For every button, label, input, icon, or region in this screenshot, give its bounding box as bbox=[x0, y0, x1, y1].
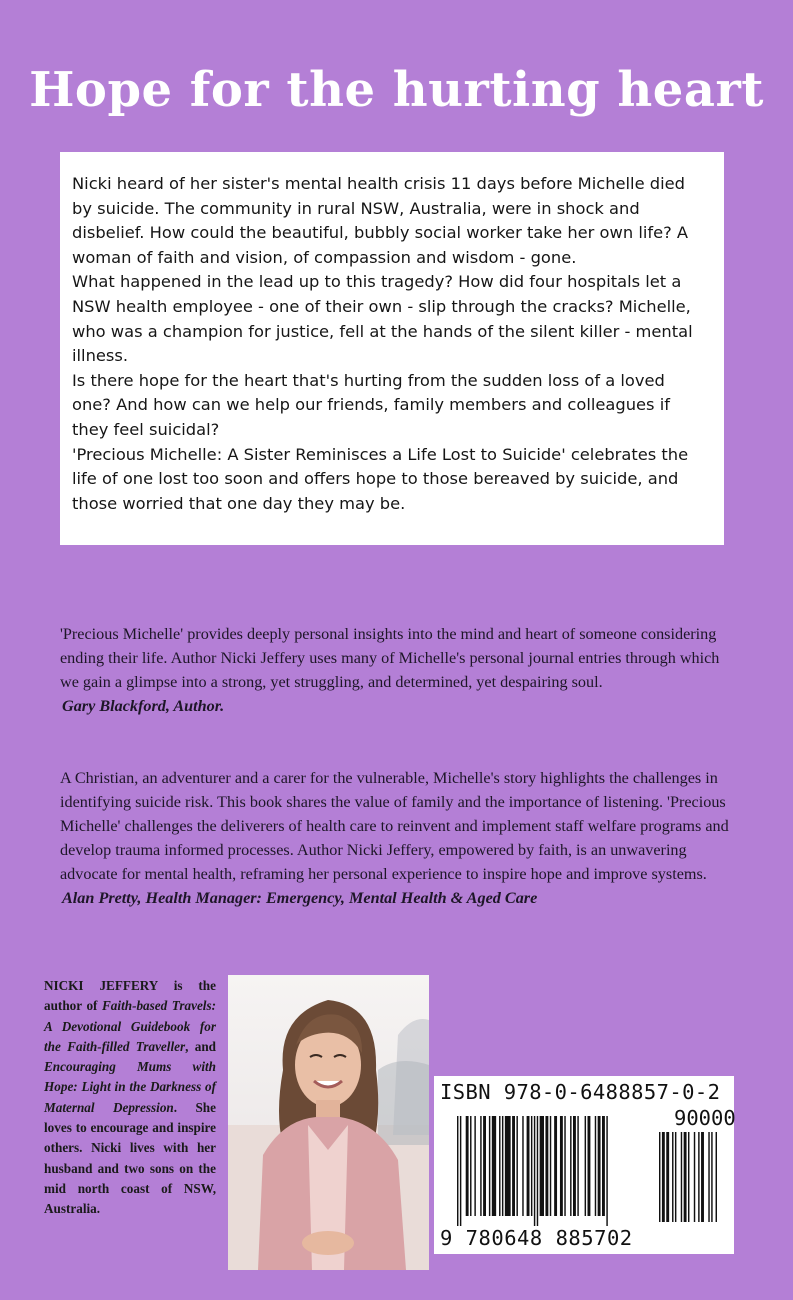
barcode-bar bbox=[588, 1116, 591, 1216]
barcode-bar bbox=[688, 1132, 689, 1222]
endorsement-attribution: Alan Pretty, Health Manager: Emergency, Mental Health & Aged Care bbox=[62, 889, 538, 907]
barcode-bar bbox=[512, 1116, 515, 1216]
barcode-bars bbox=[457, 1116, 647, 1228]
cover-headline: Hope for the hurting heart bbox=[29, 62, 764, 118]
barcode-bar bbox=[595, 1116, 596, 1216]
barcode-bar bbox=[480, 1116, 481, 1216]
barcode-bar bbox=[573, 1116, 576, 1216]
author-bio bbox=[44, 976, 216, 1220]
endorsement-text: A Christian, an adventurer and a carer for the vulnerable, Michelle's story highlights the challenges in identifying suicide risk. This book shares the value of family and the importance of listening. 'Precious Michelle' challenges the deliverers of health care to reinvent and implement staff welfare programs and develop trauma informed processes. Author Nicki Jeffery, empowered by faith, is an unwavering advocate for mental health, reframing her personal experience to inspire hope and improve systems. bbox=[60, 769, 729, 883]
endorsement-2 bbox=[60, 766, 730, 910]
barcode-bar bbox=[570, 1116, 571, 1216]
barcode-bar bbox=[662, 1132, 665, 1222]
endorsement-attribution: Gary Blackford, Author. bbox=[62, 697, 225, 715]
bio-book-1: Faith-based Travels: A Devotional Guidebook for the Faith-filled Traveller bbox=[44, 998, 216, 1054]
barcode-bar bbox=[516, 1116, 517, 1216]
barcode-bar bbox=[554, 1116, 557, 1216]
bio-lead: NICKI JEFFERY is the author of bbox=[44, 978, 216, 1014]
barcode-bar bbox=[711, 1132, 712, 1222]
barcode-bar bbox=[708, 1132, 709, 1222]
barcode-bar bbox=[540, 1116, 544, 1216]
blurb-paragraph-4: 'Precious Michelle: A Sister Reminisces a Life Lost to Suicide' celebrates the life of one lost too soon and offers hope to those bereaved by suicide, and those worried that one day they may be. bbox=[72, 444, 689, 513]
ean-digits: 9 780648 885702 bbox=[440, 1226, 633, 1250]
addon-barcode-bars bbox=[659, 1132, 729, 1226]
barcode-bar bbox=[470, 1116, 471, 1216]
barcode-bar bbox=[602, 1116, 605, 1216]
author-photo bbox=[228, 975, 429, 1270]
barcode-bar bbox=[598, 1116, 601, 1216]
barcode-bar bbox=[564, 1116, 565, 1216]
blurb-box bbox=[60, 152, 724, 545]
barcode-bar bbox=[659, 1132, 660, 1222]
barcode-bar bbox=[684, 1132, 687, 1222]
barcode-bar bbox=[550, 1116, 551, 1216]
blurb-paragraph-2: What happened in the lead up to this tragedy? How did four hospitals let a NSW health employee - one of their own - slip through the cracks? Michelle, who was a champion for justice, fell at the hands of the silent killer - mental illness. bbox=[72, 272, 693, 366]
bio-mid: , and bbox=[185, 1038, 217, 1054]
author-portrait-illustration bbox=[228, 975, 429, 1270]
blurb-paragraph-1: Nicki heard of her sister's mental health crisis 11 days before Michelle died by suicide. The community in rural NSW, Australia, were in shock and disbelief. How could the beautiful, bubbly social worker take her own life? A woman of faith and vision, of compassion and wisdom - gone. bbox=[72, 174, 689, 267]
barcode-bar bbox=[681, 1132, 682, 1222]
endorsement-1 bbox=[60, 622, 730, 718]
barcode-bar bbox=[698, 1132, 699, 1222]
barcode-bar bbox=[585, 1116, 586, 1216]
barcode-bar bbox=[545, 1116, 548, 1216]
barcode-bar bbox=[466, 1116, 469, 1216]
isbn-barcode bbox=[434, 1076, 734, 1254]
endorsement-text: 'Precious Michelle' provides deeply personal insights into the mind and heart of someone considering ending their life. Author Nicki Jeffery uses many of Michelle's personal journal entries through which we gain a glimpse into a strong, yet struggling, and determined, yet despairing soul. bbox=[60, 625, 720, 691]
price-code: 90000 bbox=[674, 1106, 736, 1130]
barcode-bar bbox=[489, 1116, 490, 1216]
barcode-bar bbox=[672, 1132, 673, 1222]
barcode-bar bbox=[701, 1132, 704, 1222]
barcode-bar bbox=[560, 1116, 563, 1216]
barcode-bar bbox=[577, 1116, 578, 1216]
barcode-bar bbox=[694, 1132, 695, 1222]
isbn-label: ISBN 978-0-6488857-0-2 bbox=[440, 1080, 721, 1104]
barcode-bar bbox=[457, 1116, 458, 1226]
barcode-bar bbox=[534, 1116, 535, 1226]
barcode-bar bbox=[522, 1116, 523, 1216]
barcode-bar bbox=[460, 1116, 461, 1226]
barcode-bar bbox=[531, 1116, 532, 1216]
barcode-bar bbox=[537, 1116, 538, 1226]
barcode-bar bbox=[505, 1116, 511, 1216]
barcode-bar bbox=[502, 1116, 503, 1216]
barcode-bar bbox=[675, 1132, 676, 1222]
bio-book-2: Encouraging Mums with Hope: Light in the Darkness of Maternal Depression bbox=[44, 1059, 216, 1115]
barcode-bar bbox=[527, 1116, 530, 1216]
barcode-bar bbox=[606, 1116, 607, 1226]
barcode-bar bbox=[716, 1132, 717, 1222]
blurb-paragraph-3: Is there hope for the heart that's hurting from the sudden loss of a loved one? And how can we help our friends, family members and colleagues if they feel suicidal? bbox=[72, 370, 670, 439]
barcode-bar bbox=[474, 1116, 475, 1216]
barcode-bar bbox=[499, 1116, 500, 1216]
barcode-bar bbox=[483, 1116, 486, 1216]
barcode-bar bbox=[666, 1132, 669, 1222]
bio-tail: . She loves to encourage and inspire others. Nicki lives with her husband and two sons on the mid north coast of NSW, Australia. bbox=[44, 1099, 216, 1217]
barcode-bar bbox=[492, 1116, 496, 1216]
